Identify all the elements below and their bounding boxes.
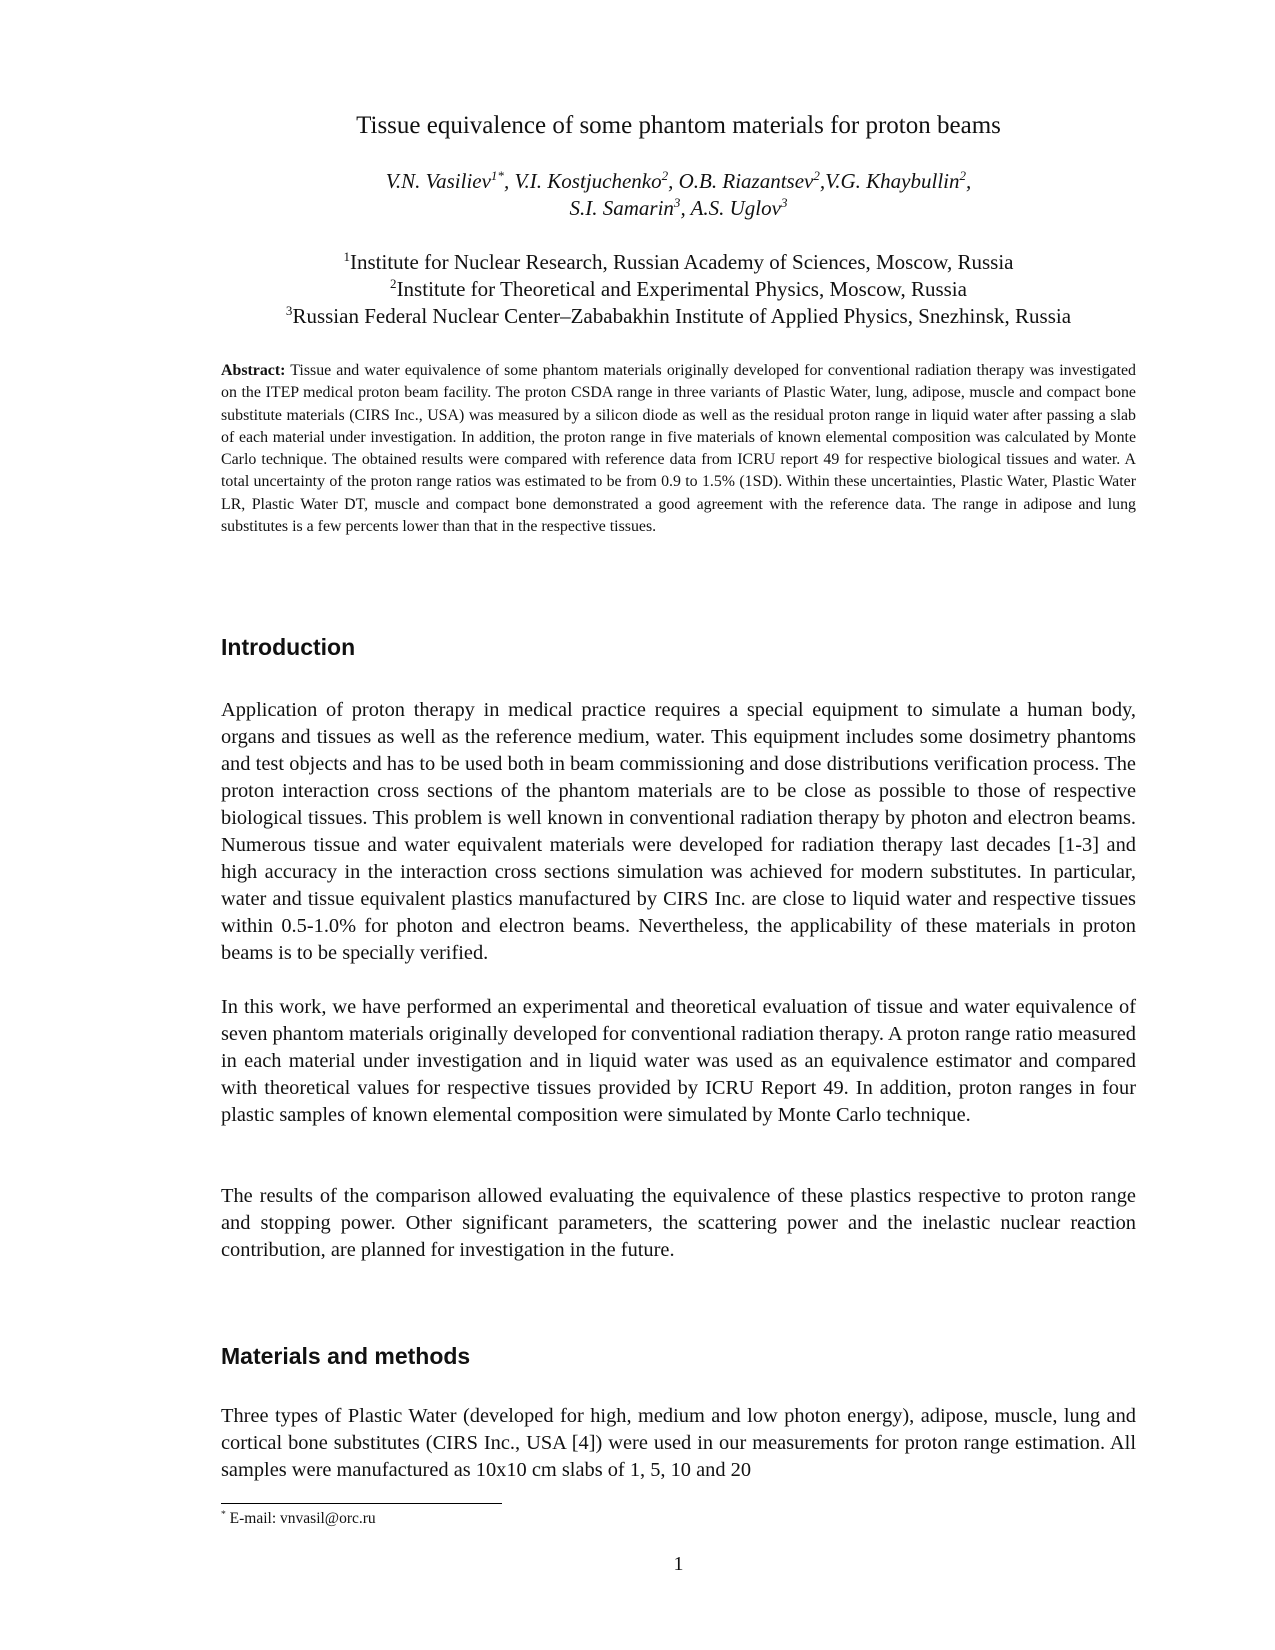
intro-paragraph-2: In this work, we have performed an experimental and theoretical evaluation of tissue and water equivalence of seven phantom materials originally developed for conventional radiation therapy. A proton range ratio measured in each material under investigation and in liquid water was used as an equivalence estimator and compared with theoretical values for respective tissues provided by ICRU Report 49. In addition, proton ranges in four plastic samples of known elemental composition were simulated by Monte Carlo technique. [221, 996, 1136, 1126]
materials-paragraph-1: Three types of Plastic Water (developed for high, medium and low photon energy), adipose, muscle, lung and cortical bone substitutes (CIRS Inc., USA [4]) were used in our measurements for proton range estimation. All samples were manufactured as 10x10 cm slabs of 1, 5, 10 and 20 [221, 1405, 1136, 1481]
affiliation: $^2$Institute for Theoretical and Experimental Physics, Moscow, Russia [390, 276, 967, 301]
author-list [221, 168, 1136, 222]
abstract-label: Abstract: [221, 362, 286, 379]
footnote-email: E-mail: vnvasil@orc.ru [225, 1510, 376, 1527]
affiliation: $^1$Institute for Nuclear Research, Russian Academy of Sciences, Moscow, Russia [343, 249, 1014, 274]
affiliation-list [181, 249, 1176, 330]
footnote [221, 1510, 376, 1528]
author: V.G. Khaybullin$^2$, [825, 168, 972, 193]
author: S.I. Samarin$^3$, [569, 195, 691, 220]
author: V.N. Vasiliev$^{1*}$, [385, 168, 515, 193]
footnote-mark: * [221, 1508, 226, 1520]
page-number: 1 [673, 1553, 684, 1575]
author: V.I. Kostjuchenko$^2$, [514, 168, 679, 193]
author: A.S. Uglov$^3$ [690, 195, 788, 220]
paper-title: Tissue equivalence of some phantom materials for proton beams [356, 112, 1001, 139]
abstract-text: Tissue and water equivalence of some phantom materials originally developed for conventional radiation therapy was investigated on the ITEP medical proton beam facility. The proton CSDA range in three variants of Plastic Water, lung, adipose, muscle and compact bone substitute materials (CIRS Inc., USA) was measured by a silicon diode as well as the residual proton range in liquid water after passing a slab of each material under investigation. In addition, the proton range in five materials of known elemental composition was calculated by Monte Carlo technique. The obtained results were compared with reference data from ICRU report 49 for respective biological tissues and water. A total uncertainty of the proton range ratios was estimated to be from 0.9 to 1.5% (1SD). Within these uncertainties, Plastic Water, Plastic Water LR, Plastic Water DT, muscle and compact bone demonstrated a good agreement with the reference data. The range in adipose and lung substitutes is a few percents lower than that in the respective tissues. [221, 362, 1136, 536]
abstract [221, 360, 1136, 538]
section-heading-materials-methods: Materials and methods [221, 1343, 471, 1369]
affiliation: $^3$Russian Federal Nuclear Center–Zababakhin Institute of Applied Physics, Snezhinsk, Russia [285, 303, 1072, 328]
intro-paragraph-3: The results of the comparison allowed evaluating the equivalence of these plastics respective to proton range and stopping power. Other significant parameters, the scattering power and the inelastic nuclear reaction contribution, are planned for investigation in the future. [221, 1185, 1136, 1261]
section-heading-introduction: Introduction [221, 634, 356, 660]
intro-paragraph-1: Application of proton therapy in medical practice requires a special equipment to simulate a human body, organs and tissues as well as the reference medium, water. This equipment includes some dosimetry phantoms and test objects and has to be used both in beam commissioning and dose distributions verification process. The proton interaction cross sections of the phantom materials are to be close as possible to those of respective biological tissues. This problem is well known in conventional radiation therapy by photon and electron beams. Numerous tissue and water equivalent materials were developed for radiation therapy last decades [1-3] and high accuracy in the interaction cross sections simulation was achieved for modern substitutes. In particular, water and tissue equivalent plastics manufactured by CIRS Inc. are close to liquid water and respective tissues within 0.5-1.0% for photon and electron beams. Nevertheless, the applicability of these materials in proton beams is to be specially verified. [221, 699, 1136, 964]
author: O.B. Riazantsev$^2$, [678, 168, 826, 193]
author-line-1 [221, 168, 1136, 195]
footnote-rule [221, 1503, 502, 1504]
author-line-2 [221, 195, 1136, 222]
